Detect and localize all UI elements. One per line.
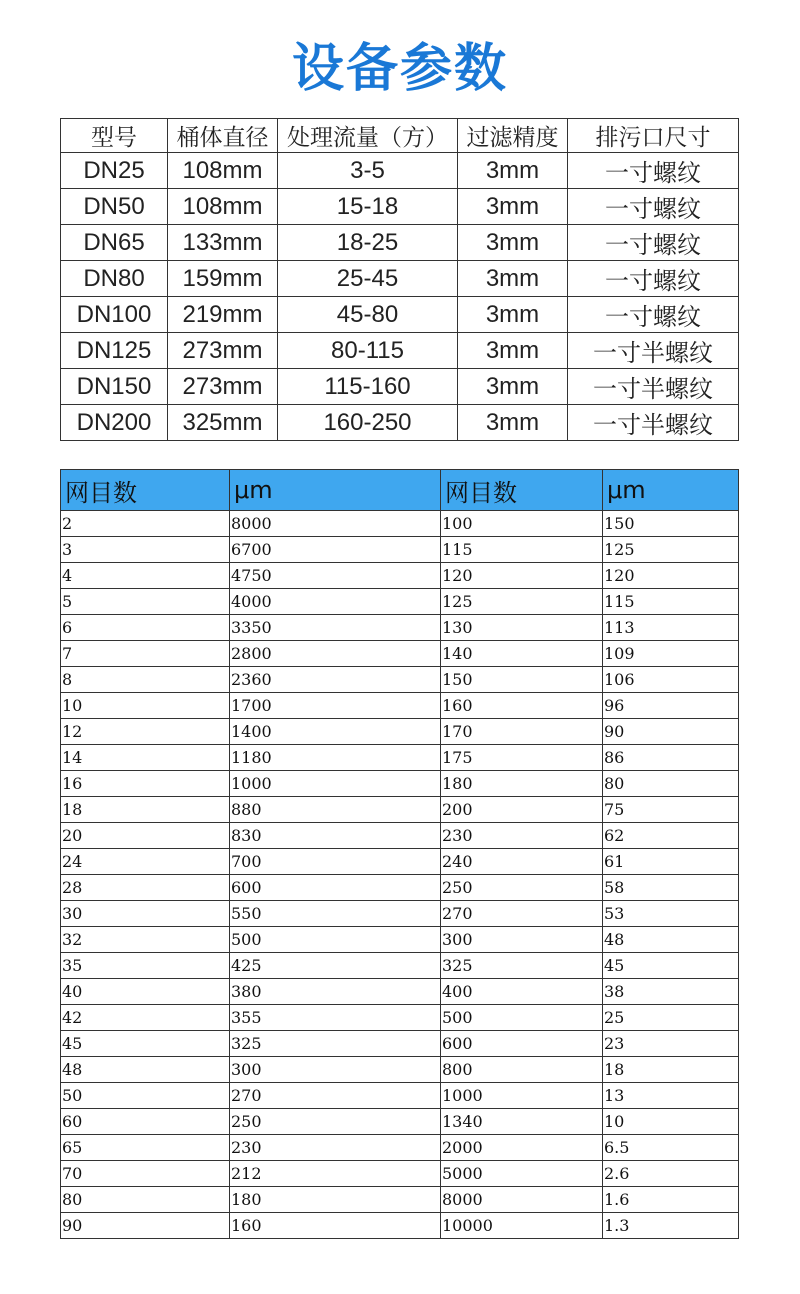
mesh-cell: 48: [603, 927, 739, 953]
spec-header-cell-0: 型号: [61, 119, 168, 153]
mesh-cell: 6700: [230, 537, 441, 563]
mesh-cell: 425: [230, 953, 441, 979]
spec-cell: 3-5: [278, 153, 458, 189]
mesh-cell: 325: [441, 953, 603, 979]
mesh-cell: 150: [441, 667, 603, 693]
mesh-cell: 1340: [441, 1109, 603, 1135]
spec-cell: DN150: [61, 369, 168, 405]
mesh-cell: 125: [441, 589, 603, 615]
mesh-cell: 20: [61, 823, 230, 849]
mesh-row: [61, 875, 739, 901]
mesh-row: [61, 1109, 739, 1135]
mesh-cell: 550: [230, 901, 441, 927]
mesh-row: [61, 1135, 739, 1161]
mesh-cell: 65: [61, 1135, 230, 1161]
spec-cell: 一寸螺纹: [568, 225, 739, 261]
spec-cell: 3mm: [458, 225, 568, 261]
mesh-cell: 300: [230, 1057, 441, 1083]
mesh-row: [61, 797, 739, 823]
mesh-cell: 130: [441, 615, 603, 641]
mesh-cell: 160: [441, 693, 603, 719]
spec-cell: 273mm: [168, 333, 278, 369]
spec-cell: 115-160: [278, 369, 458, 405]
spec-cell: 3mm: [458, 261, 568, 297]
mesh-cell: 380: [230, 979, 441, 1005]
mesh-cell: 109: [603, 641, 739, 667]
mesh-row: [61, 927, 739, 953]
mesh-row: [61, 1083, 739, 1109]
spec-header-cell-2: 处理流量（方）: [278, 119, 458, 153]
spec-cell: 3mm: [458, 153, 568, 189]
mesh-row: [61, 1031, 739, 1057]
mesh-cell: 270: [230, 1083, 441, 1109]
mesh-cell: 500: [441, 1005, 603, 1031]
spec-cell: 3mm: [458, 369, 568, 405]
spec-cell: 25-45: [278, 261, 458, 297]
mesh-row: [61, 1057, 739, 1083]
spec-cell: 108mm: [168, 189, 278, 225]
mesh-cell: 1000: [441, 1083, 603, 1109]
mesh-cell: 4750: [230, 563, 441, 589]
mesh-cell: 160: [230, 1213, 441, 1239]
mesh-cell: 18: [603, 1057, 739, 1083]
mesh-cell: 115: [603, 589, 739, 615]
spec-cell: 3mm: [458, 405, 568, 441]
spec-header-cell-4: 排污口尺寸: [568, 119, 739, 153]
spec-cell: 18-25: [278, 225, 458, 261]
mesh-cell: 1.6: [603, 1187, 739, 1213]
mesh-cell: 2.6: [603, 1161, 739, 1187]
mesh-cell: 200: [441, 797, 603, 823]
mesh-cell: 1700: [230, 693, 441, 719]
mesh-cell: 38: [603, 979, 739, 1005]
spec-cell: 45-80: [278, 297, 458, 333]
mesh-row: [61, 1161, 739, 1187]
mesh-cell: 32: [61, 927, 230, 953]
mesh-cell: 10000: [441, 1213, 603, 1239]
mesh-header-cell-1: μm: [230, 470, 441, 511]
mesh-cell: 125: [603, 537, 739, 563]
mesh-cell: 300: [441, 927, 603, 953]
mesh-cell: 80: [61, 1187, 230, 1213]
spec-cell: 一寸螺纹: [568, 297, 739, 333]
mesh-cell: 96: [603, 693, 739, 719]
mesh-cell: 23: [603, 1031, 739, 1057]
spec-row: [61, 153, 739, 189]
spec-cell: DN65: [61, 225, 168, 261]
spec-cell: DN80: [61, 261, 168, 297]
mesh-row: [61, 771, 739, 797]
mesh-cell: 230: [230, 1135, 441, 1161]
mesh-cell: 60: [61, 1109, 230, 1135]
mesh-cell: 2000: [441, 1135, 603, 1161]
mesh-cell: 18: [61, 797, 230, 823]
spec-row: [61, 261, 739, 297]
mesh-cell: 1.3: [603, 1213, 739, 1239]
spec-cell: 一寸螺纹: [568, 189, 739, 225]
mesh-row: [61, 1187, 739, 1213]
spec-cell: 325mm: [168, 405, 278, 441]
mesh-cell: 5000: [441, 1161, 603, 1187]
mesh-row: [61, 745, 739, 771]
mesh-cell: 180: [230, 1187, 441, 1213]
spec-cell: 15-18: [278, 189, 458, 225]
mesh-cell: 240: [441, 849, 603, 875]
spec-cell: 3mm: [458, 189, 568, 225]
spec-cell: 159mm: [168, 261, 278, 297]
mesh-cell: 10: [61, 693, 230, 719]
mesh-cell: 3350: [230, 615, 441, 641]
mesh-cell: 140: [441, 641, 603, 667]
spec-cell: 一寸螺纹: [568, 153, 739, 189]
mesh-cell: 1400: [230, 719, 441, 745]
spec-cell: 273mm: [168, 369, 278, 405]
spec-cell: 一寸螺纹: [568, 261, 739, 297]
mesh-cell: 106: [603, 667, 739, 693]
mesh-row: [61, 719, 739, 745]
mesh-cell: 2360: [230, 667, 441, 693]
mesh-row: [61, 823, 739, 849]
mesh-cell: 75: [603, 797, 739, 823]
mesh-cell: 150: [603, 511, 739, 537]
mesh-cell: 62: [603, 823, 739, 849]
mesh-cell: 212: [230, 1161, 441, 1187]
mesh-cell: 16: [61, 771, 230, 797]
mesh-row: [61, 615, 739, 641]
mesh-cell: 7: [61, 641, 230, 667]
mesh-cell: 170: [441, 719, 603, 745]
mesh-cell: 2800: [230, 641, 441, 667]
mesh-row: [61, 693, 739, 719]
mesh-header-cell-2: 网目数: [441, 470, 603, 511]
mesh-cell: 230: [441, 823, 603, 849]
mesh-cell: 270: [441, 901, 603, 927]
spec-cell: 一寸半螺纹: [568, 369, 739, 405]
spec-row: [61, 297, 739, 333]
mesh-cell: 1000: [230, 771, 441, 797]
equipment-spec-table: [60, 118, 739, 441]
mesh-cell: 13: [603, 1083, 739, 1109]
spec-row: [61, 225, 739, 261]
mesh-cell: 700: [230, 849, 441, 875]
mesh-cell: 35: [61, 953, 230, 979]
spec-cell: 一寸半螺纹: [568, 333, 739, 369]
mesh-cell: 80: [603, 771, 739, 797]
spec-cell: 3mm: [458, 297, 568, 333]
mesh-header-row: [61, 470, 739, 511]
mesh-cell: 90: [61, 1213, 230, 1239]
mesh-header-cell-3: μm: [603, 470, 739, 511]
mesh-cell: 14: [61, 745, 230, 771]
mesh-row: [61, 563, 739, 589]
mesh-cell: 113: [603, 615, 739, 641]
mesh-cell: 355: [230, 1005, 441, 1031]
mesh-cell: 30: [61, 901, 230, 927]
mesh-cell: 53: [603, 901, 739, 927]
spec-row: [61, 333, 739, 369]
mesh-cell: 45: [603, 953, 739, 979]
spec-cell: 108mm: [168, 153, 278, 189]
mesh-row: [61, 849, 739, 875]
mesh-cell: 61: [603, 849, 739, 875]
mesh-cell: 50: [61, 1083, 230, 1109]
mesh-cell: 500: [230, 927, 441, 953]
spec-cell: DN125: [61, 333, 168, 369]
mesh-cell: 8000: [441, 1187, 603, 1213]
spec-cell: DN100: [61, 297, 168, 333]
mesh-cell: 1180: [230, 745, 441, 771]
spec-header-cell-1: 桶体直径: [168, 119, 278, 153]
mesh-cell: 325: [230, 1031, 441, 1057]
mesh-conversion-table: [60, 469, 739, 1239]
spec-cell: 80-115: [278, 333, 458, 369]
spec-row: [61, 405, 739, 441]
mesh-cell: 5: [61, 589, 230, 615]
mesh-cell: 180: [441, 771, 603, 797]
mesh-cell: 40: [61, 979, 230, 1005]
spec-cell: 3mm: [458, 333, 568, 369]
mesh-cell: 250: [230, 1109, 441, 1135]
spec-cell: 一寸半螺纹: [568, 405, 739, 441]
mesh-cell: 6: [61, 615, 230, 641]
spec-cell: 160-250: [278, 405, 458, 441]
spec-row: [61, 189, 739, 225]
mesh-header-cell-0: 网目数: [61, 470, 230, 511]
mesh-cell: 70: [61, 1161, 230, 1187]
mesh-cell: 24: [61, 849, 230, 875]
mesh-cell: 58: [603, 875, 739, 901]
mesh-cell: 25: [603, 1005, 739, 1031]
spec-cell: DN25: [61, 153, 168, 189]
spec-header-row: [61, 119, 739, 153]
mesh-row: [61, 641, 739, 667]
mesh-cell: 6.5: [603, 1135, 739, 1161]
mesh-cell: 100: [441, 511, 603, 537]
mesh-cell: 8: [61, 667, 230, 693]
page-title: 设备参数: [291, 39, 508, 99]
mesh-row: [61, 1005, 739, 1031]
mesh-cell: 800: [441, 1057, 603, 1083]
spec-cell: 133mm: [168, 225, 278, 261]
mesh-cell: 600: [441, 1031, 603, 1057]
spec-cell: DN200: [61, 405, 168, 441]
mesh-row: [61, 1213, 739, 1239]
spec-cell: 219mm: [168, 297, 278, 333]
mesh-cell: 600: [230, 875, 441, 901]
mesh-cell: 880: [230, 797, 441, 823]
mesh-row: [61, 979, 739, 1005]
mesh-cell: 48: [61, 1057, 230, 1083]
mesh-cell: 28: [61, 875, 230, 901]
mesh-cell: 120: [441, 563, 603, 589]
mesh-row: [61, 667, 739, 693]
mesh-cell: 42: [61, 1005, 230, 1031]
mesh-row: [61, 589, 739, 615]
mesh-cell: 175: [441, 745, 603, 771]
mesh-cell: 12: [61, 719, 230, 745]
spec-header-cell-3: 过滤精度: [458, 119, 568, 153]
mesh-cell: 8000: [230, 511, 441, 537]
mesh-cell: 86: [603, 745, 739, 771]
mesh-cell: 4: [61, 563, 230, 589]
mesh-cell: 115: [441, 537, 603, 563]
mesh-cell: 90: [603, 719, 739, 745]
mesh-row: [61, 511, 739, 537]
mesh-row: [61, 537, 739, 563]
spec-cell: DN50: [61, 189, 168, 225]
mesh-cell: 400: [441, 979, 603, 1005]
mesh-cell: 250: [441, 875, 603, 901]
spec-row: [61, 369, 739, 405]
mesh-cell: 2: [61, 511, 230, 537]
mesh-cell: 3: [61, 537, 230, 563]
mesh-row: [61, 953, 739, 979]
mesh-row: [61, 901, 739, 927]
mesh-cell: 120: [603, 563, 739, 589]
mesh-cell: 45: [61, 1031, 230, 1057]
mesh-cell: 4000: [230, 589, 441, 615]
mesh-cell: 830: [230, 823, 441, 849]
mesh-cell: 10: [603, 1109, 739, 1135]
